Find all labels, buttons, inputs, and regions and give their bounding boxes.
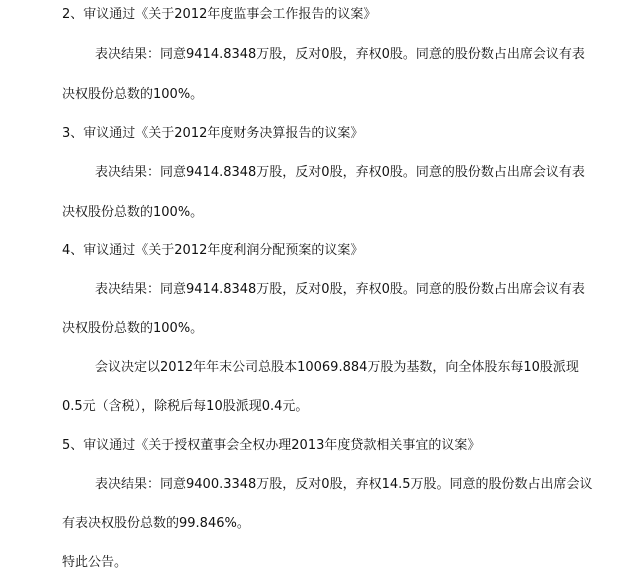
closing-statement: 特此公告。 (62, 555, 128, 570)
item-4-result-line-2: 决权股份总数的100%。 (62, 321, 204, 336)
item-3-heading: 3、审议通过《关于2012年度财务决算报告的议案》 (62, 126, 364, 141)
item-5-result-line-1: 表决结果：同意9400.3348万股，反对0股，弃权14.5万股。同意的股份数占出席会议 (95, 477, 593, 492)
item-3-result-line-2: 决权股份总数的100%。 (62, 205, 204, 220)
item-4-decision-line-1: 会议决定以2012年年末公司总股本10069.884万股为基数，向全体股东每10股派现 (95, 360, 579, 375)
item-2-heading: 2、审议通过《关于2012年度监事会工作报告的议案》 (62, 7, 377, 22)
item-4-decision-line-2: 0.5元（含税），除税后每10股派现0.4元。 (62, 399, 309, 414)
item-4-result-line-1: 表决结果：同意9414.8348万股，反对0股，弃权0股。同意的股份数占出席会议有表 (95, 282, 585, 297)
item-3-result-line-1: 表决结果：同意9414.8348万股，反对0股，弃权0股。同意的股份数占出席会议有表 (95, 165, 585, 180)
item-5-heading: 5、审议通过《关于授权董事会全权办理2013年度贷款相关事宜的议案》 (62, 438, 481, 453)
item-2-result-line-1: 表决结果：同意9414.8348万股，反对0股，弃权0股。同意的股份数占出席会议有表 (95, 47, 585, 62)
item-4-heading: 4、审议通过《关于2012年度利润分配预案的议案》 (62, 243, 364, 258)
item-5-result-line-2: 有表决权股份总数的99.846%。 (62, 516, 250, 531)
item-2-result-line-2: 决权股份总数的100%。 (62, 87, 204, 102)
